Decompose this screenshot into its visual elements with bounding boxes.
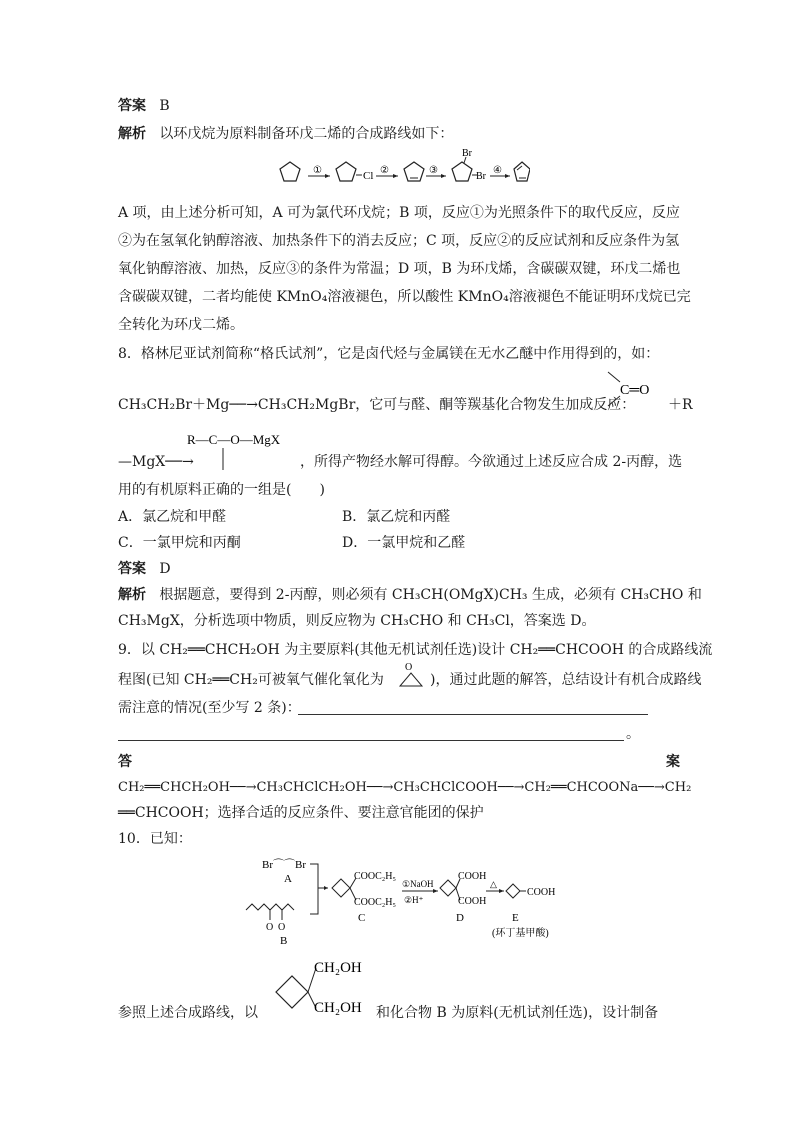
compound-e-name: (环丁基甲酸) — [492, 928, 549, 939]
q9-stem-line-2 — [118, 670, 384, 690]
q9-stem-line-1: 9．以 CH₂══CHCH₂OH 为主要原料(其他无机试剂任选)设计 CH₂══CHCOOH 的合成路线流 — [118, 642, 713, 658]
q8-stem-line-3b: ，所得产物经水解可得醇。今欲通过上述反应合成 2-丙醇，选 — [300, 454, 683, 470]
condition-2: ②H⁺ — [404, 895, 424, 905]
epoxide-o: O — [405, 662, 413, 673]
dibromocyclopentane-ring — [452, 162, 472, 181]
analysis-intro-text: 以环戊烷为原料制备环戊二烯的合成路线如下： — [159, 126, 454, 142]
q8-stem-line-1: 8．格林尼亚试剂简称“格氏试剂”，它是卤代烃与金属镁在无水乙醚中作用得到的，如： — [118, 346, 660, 362]
compound-d-ring — [440, 880, 456, 896]
compound-e-group: COOH — [527, 887, 556, 898]
compound-e-ring — [506, 884, 520, 898]
q9-answer-label-left: 答 — [118, 754, 132, 770]
q8-stem-line-4: 用的有机原料正确的一组是( ) — [118, 482, 325, 498]
step-1-label: ① — [313, 165, 322, 176]
option-c: C．一氯甲烷和丙酮 — [118, 535, 241, 551]
diol-top: CH₂OH — [314, 960, 362, 976]
option-b: B．氯乙烷和丙醛 — [342, 509, 451, 525]
analysis-label: 解析 — [118, 587, 146, 603]
option-a: A．氯乙烷和甲醛 — [118, 509, 227, 525]
q7-analysis-line-1: A 项，由上述分析可知，A 可为氯代环戊烷；B 项，反应①为光照条件下的取代反应，反应 — [118, 205, 680, 221]
cyclopentane-ring — [280, 162, 300, 181]
cyclobutanecarboxylic-acid-scheme — [240, 848, 570, 948]
compound-e-label: E — [512, 912, 519, 924]
compound-d-label: D — [456, 912, 464, 924]
q9-stem-line-3: 需注意的情况(至少写 2 条)： — [118, 700, 301, 716]
mgx-arrow: —MgX──→ — [118, 454, 194, 470]
q7-analysis-line-2: ②为在氢氧化钠醇溶液、加热条件下的消去反应；C 项，反应②的反应试剂和反应条件为氢 — [118, 233, 680, 249]
cyclopentadiene-route-diagram — [270, 148, 530, 194]
q7-analysis-line-3: 氧化钠醇溶液、加热，反应③的条件为常温；D 项，B 为环戊烯，含碳碳双键，环戊二烯也 — [118, 261, 681, 277]
answer-label: 答案 — [118, 98, 146, 114]
compound-c-top: COOC₂H₅ — [354, 871, 396, 882]
compound-d-bottom: COOH — [458, 896, 487, 907]
q9-answer-line-1: CH₂══CHCH₂OH──→CH₃CHClCH₂OH──→CH₃CHClCOOH──→CH₂══CHCOONa──→CH₂ — [118, 780, 692, 795]
br-group-top: Br — [462, 148, 472, 159]
compound-c-label: C — [358, 912, 366, 924]
br-group-right: Br — [476, 171, 486, 182]
epoxide-structure — [394, 660, 428, 692]
q10-stem: 10．已知： — [118, 831, 192, 847]
analysis-text-1: 根据题意，要得到 2-丙醇，则必须有 CH₃CH(OMgX)CH₃ 生成，必须有 CH₃CHO 和 — [159, 587, 702, 603]
compound-a-label: A — [284, 873, 292, 885]
cyclobutane-diol-structure — [268, 954, 378, 1024]
diol-bottom: CH₂OH — [314, 1000, 362, 1016]
cl-group: Cl — [363, 170, 374, 182]
q8-analysis-line-2: CH₃MgX，分析选项中物质，则反应物为 CH₃CHO 和 CH₃Cl，答案选 D。 — [118, 613, 596, 629]
q8-analysis-line-1 — [118, 585, 702, 605]
q9-answer-label-right: 案 — [666, 754, 680, 770]
compound-b-structure — [246, 904, 294, 910]
q7-answer-line — [118, 96, 170, 116]
step-4-label: ④ — [493, 165, 502, 176]
adduct-structure — [185, 430, 315, 476]
answer-label: 答案 — [118, 561, 146, 577]
end-mark: 。 — [626, 726, 640, 742]
compound-a-formula: Br⌒⌒Br — [262, 859, 306, 871]
q7-analysis-intro — [118, 124, 453, 144]
analysis-label: 解析 — [118, 126, 146, 142]
q7-analysis-line-5: 全转化为环戊二烯。 — [118, 317, 244, 333]
answer-value: D — [159, 561, 171, 577]
condition-1: ①NaOH — [402, 879, 434, 889]
q8-stem-line-3 — [118, 452, 194, 472]
compound-d-top: COOH — [458, 871, 487, 882]
grignard-equation: CH₃CH₂Br＋Mg──→CH₃CH₂MgBr，它可与醛、酮等羰基化合物发生加成反应： — [118, 397, 636, 413]
compound-c-bottom: COOC₂H₅ — [354, 897, 396, 908]
step-2-label: ② — [380, 165, 389, 176]
chlorocyclopentane-ring — [336, 162, 356, 181]
option-d: D．一氯甲烷和乙醛 — [342, 535, 466, 551]
compound-b-o1: O — [266, 922, 274, 933]
heat-condition: △ — [490, 879, 497, 889]
step-3-label: ③ — [429, 165, 438, 176]
answer-blank-line-1[interactable] — [298, 714, 648, 715]
q9-answer-line-2: ══CHCOOH；选择合适的反应条件、要注意官能团的保护 — [118, 805, 484, 821]
q9-stem-2a: 程图(已知 CH₂══CH₂可被氧气催化氧化为 — [118, 672, 384, 688]
compound-c-ring — [332, 879, 350, 897]
plus-r-text: ＋R — [668, 397, 693, 413]
answer-value: B — [159, 98, 170, 114]
q7-analysis-line-4: 含碳碳双键，二者均能使 KMnO₄溶液褪色，所以酸性 KMnO₄溶液褪色不能证明环戊烷已完 — [118, 289, 691, 305]
compound-b-label: B — [280, 935, 288, 947]
carbonyl-text: C═O — [620, 383, 650, 398]
answer-blank-line-2[interactable] — [118, 740, 624, 741]
q10-last-line-b: 和化合物 B 为原料(无机试剂任选)，设计制备 — [376, 1005, 659, 1021]
q8-stem-line-2 — [118, 395, 635, 415]
compound-b-o2: O — [278, 922, 286, 933]
q10-last-line-a: 参照上述合成路线，以 — [118, 1005, 258, 1021]
q9-stem-2b: )，通过此题的解答，总结设计有机合成路线 — [430, 672, 702, 688]
q8-answer-line — [118, 559, 171, 579]
adduct-text: R—C—O—MgX — [187, 432, 281, 447]
